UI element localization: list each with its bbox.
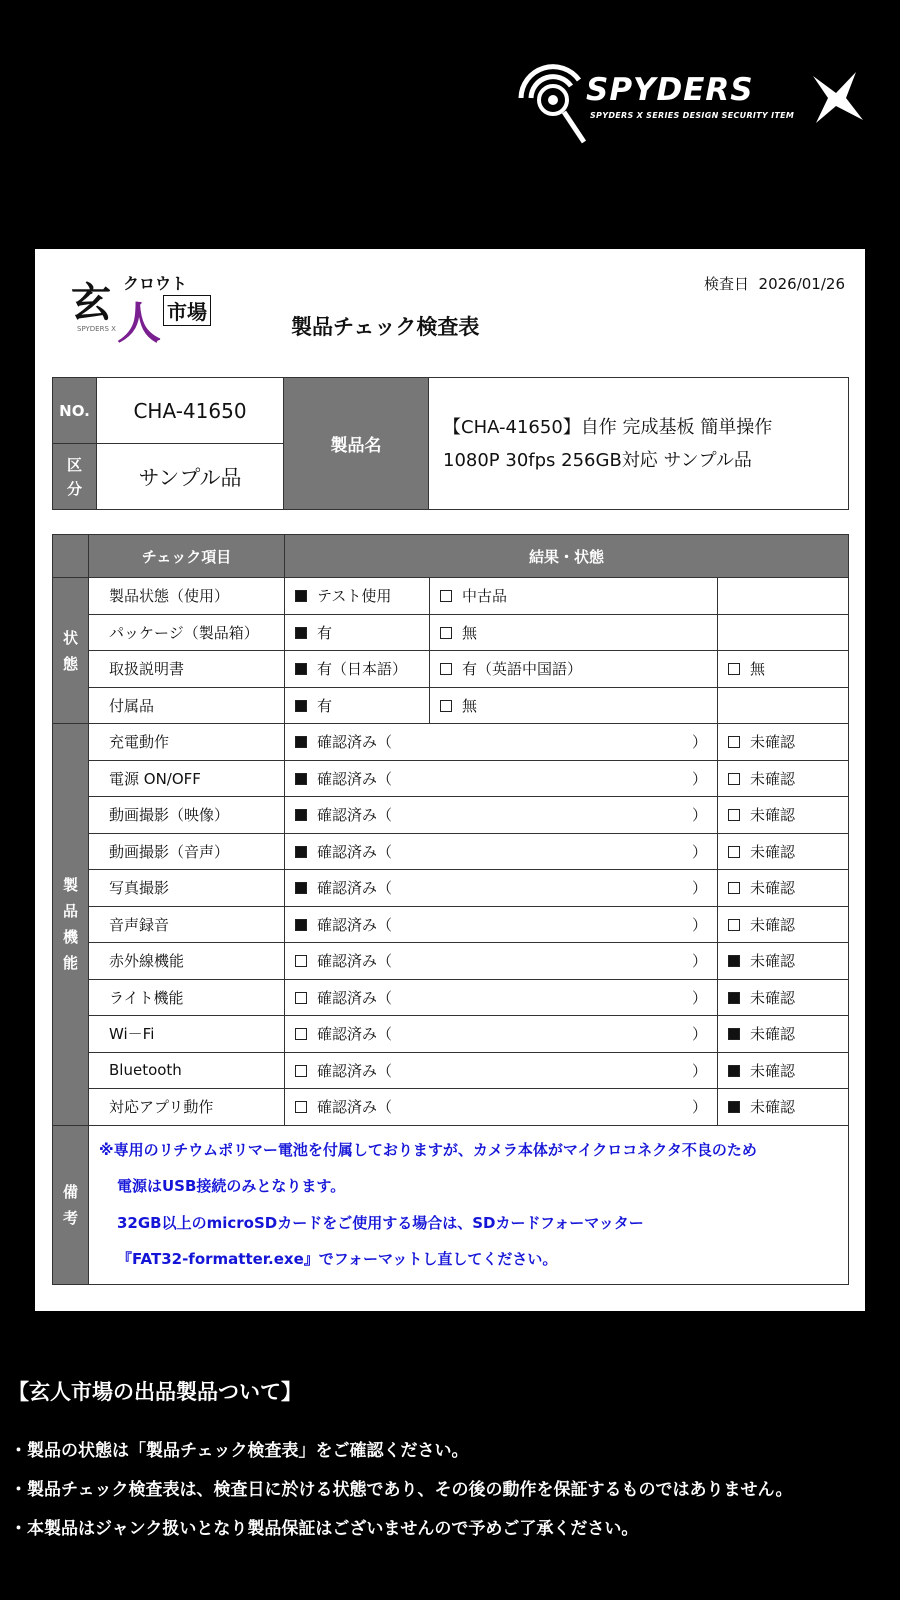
checked-box-icon [728,992,740,1004]
unchecked-box-icon [728,663,740,675]
unchecked-box-icon [728,809,740,821]
unchecked-box-icon [295,1101,307,1113]
function-row [53,833,849,870]
function-row [53,1089,849,1126]
product-name-value: 【CHA-41650】自作 完成基板 簡単操作 1080P 30fps 256GB対応 サンプル品 [429,378,849,510]
function-row [53,724,849,761]
checked-box-icon [728,955,740,967]
kubun-label: 区 分 [53,444,97,510]
unconfirmed-cell: 未確認 [718,906,849,943]
unconfirmed-cell: 未確認 [718,797,849,834]
product-name-label: 製品名 [284,378,429,510]
function-row [53,760,849,797]
function-row [53,1016,849,1053]
confirmed-cell: 確認済み（ ） [285,797,718,834]
unchecked-box-icon [295,1065,307,1077]
inspection-sheet [35,249,865,1311]
function-item: Wi－Fi [89,1016,285,1053]
function-item: ライト機能 [89,979,285,1016]
function-item: 充電動作 [89,724,285,761]
unconfirmed-cell: 未確認 [718,979,849,1016]
remarks-text: ※専用のリチウムポリマー電池を付属しておりますが、カメラ本体がマイクロコネクタ不良のため 電源はUSB接続のみとなります。 32GB以上のmicroSDカードをご使用する場合は、SDカードフォーマッター 『FAT32-formatter.exe』でフォーマットし直してください。 [89,1125,849,1284]
checked-box-icon [728,1028,740,1040]
result-option: 有（英語中国語） [430,651,718,688]
unconfirmed-cell: 未確認 [718,943,849,980]
confirmed-cell: 確認済み（ ） [285,833,718,870]
result-option: 有（日本語） [285,651,430,688]
footer-line: ・製品の状態は「製品チェック検査表」をご確認ください。 [10,1441,469,1461]
status-item: 取扱説明書 [89,651,285,688]
confirmed-cell: 確認済み（ ） [285,1089,718,1126]
unconfirmed-cell: 未確認 [718,1089,849,1126]
result-option: 無 [718,651,849,688]
confirmed-cell: 確認済み（ ） [285,943,718,980]
spyders-logo [508,50,873,150]
checked-box-icon [728,1065,740,1077]
result-option: 中古品 [430,578,718,615]
unchecked-box-icon [728,773,740,785]
unchecked-box-icon [728,882,740,894]
checked-box-icon [295,700,307,712]
status-row [53,614,849,651]
confirmed-cell: 確認済み（ ） [285,979,718,1016]
function-row [53,797,849,834]
checked-box-icon [295,809,307,821]
confirmed-cell: 確認済み（ ） [285,724,718,761]
no-label: NO. [53,378,97,444]
result-option: 無 [430,614,718,651]
function-item: 赤外線機能 [89,943,285,980]
check-body [53,578,849,1285]
check-table [52,534,849,1285]
checked-box-icon [295,773,307,785]
result-option: 有 [285,687,430,724]
no-value: CHA-41650 [97,378,284,444]
confirmed-cell: 確認済み（ ） [285,870,718,907]
header-result: 結果・状態 [285,535,849,578]
function-item: 対応アプリ動作 [89,1089,285,1126]
result-option: 有 [285,614,430,651]
unchecked-box-icon [440,700,452,712]
confirmed-cell: 確認済み（ ） [285,1052,718,1089]
footer-title: 【玄人市場の出品製品ついて】 [8,1380,302,1404]
result-empty [718,578,849,615]
unchecked-box-icon [295,1028,307,1040]
result-option: 無 [430,687,718,724]
brand-subtitle: SPYDERS X SERIES DESIGN SECURITY ITEM [590,111,795,120]
function-row [53,1052,849,1089]
function-row [53,870,849,907]
unconfirmed-cell: 未確認 [718,870,849,907]
spyders-emblem-icon [508,50,598,150]
unchecked-box-icon [728,736,740,748]
checked-box-icon [295,846,307,858]
confirmed-cell: 確認済み（ ） [285,906,718,943]
footer-line: ・本製品はジャンク扱いとなり製品保証はございませんので予めご了承ください。 [10,1519,639,1539]
checked-box-icon [295,736,307,748]
unconfirmed-cell: 未確認 [718,1016,849,1053]
sheet-title: 製品チェック検査表 [291,315,480,339]
function-row [53,906,849,943]
x-mark-icon [808,68,868,128]
unchecked-box-icon [295,992,307,1004]
checked-box-icon [295,919,307,931]
confirmed-cell: 確認済み（ ） [285,760,718,797]
brand-name: SPYDERS [586,72,754,108]
header-check-item: チェック項目 [89,535,285,578]
unconfirmed-cell: 未確認 [718,724,849,761]
product-info-table [52,377,849,510]
function-row [53,943,849,980]
function-row [53,979,849,1016]
function-item: 写真撮影 [89,870,285,907]
remarks-label: 備 考 [53,1125,89,1284]
status-row [53,651,849,688]
confirmed-cell: 確認済み（ ） [285,1016,718,1053]
inspection-date: 検査日 2026/01/26 [703,275,845,293]
function-item: 音声録音 [89,906,285,943]
unconfirmed-cell: 未確認 [718,833,849,870]
status-item: 付属品 [89,687,285,724]
kubun-value: サンプル品 [97,444,284,510]
unchecked-box-icon [440,663,452,675]
function-item: 動画撮影（音声） [89,833,285,870]
unconfirmed-cell: 未確認 [718,760,849,797]
checked-box-icon [728,1101,740,1113]
unconfirmed-cell: 未確認 [718,1052,849,1089]
function-item: 動画撮影（映像） [89,797,285,834]
status-item: パッケージ（製品箱） [89,614,285,651]
unchecked-box-icon [295,955,307,967]
status-row [53,687,849,724]
function-label: 製 品 機 能 [53,724,89,1126]
status-item: 製品状態（使用） [89,578,285,615]
footer-line: ・製品チェック検査表は、検査日に於ける状態であり、その後の動作を保証するものではありません。 [10,1480,793,1500]
kurouto-ichiba-logo: 玄 人 クロウト 市場 SPYDERS X [71,267,241,339]
header-corner [53,535,89,578]
function-item: 電源 ON/OFF [89,760,285,797]
checked-box-icon [295,627,307,639]
result-empty [718,687,849,724]
unchecked-box-icon [728,919,740,931]
function-item: Bluetooth [89,1052,285,1089]
checked-box-icon [295,663,307,675]
status-label: 状 態 [53,578,89,724]
unchecked-box-icon [440,590,452,602]
checked-box-icon [295,882,307,894]
unchecked-box-icon [728,846,740,858]
unchecked-box-icon [440,627,452,639]
status-row [53,578,849,615]
result-empty [718,614,849,651]
checked-box-icon [295,590,307,602]
result-option: テスト使用 [285,578,430,615]
remarks-row [53,1125,849,1284]
